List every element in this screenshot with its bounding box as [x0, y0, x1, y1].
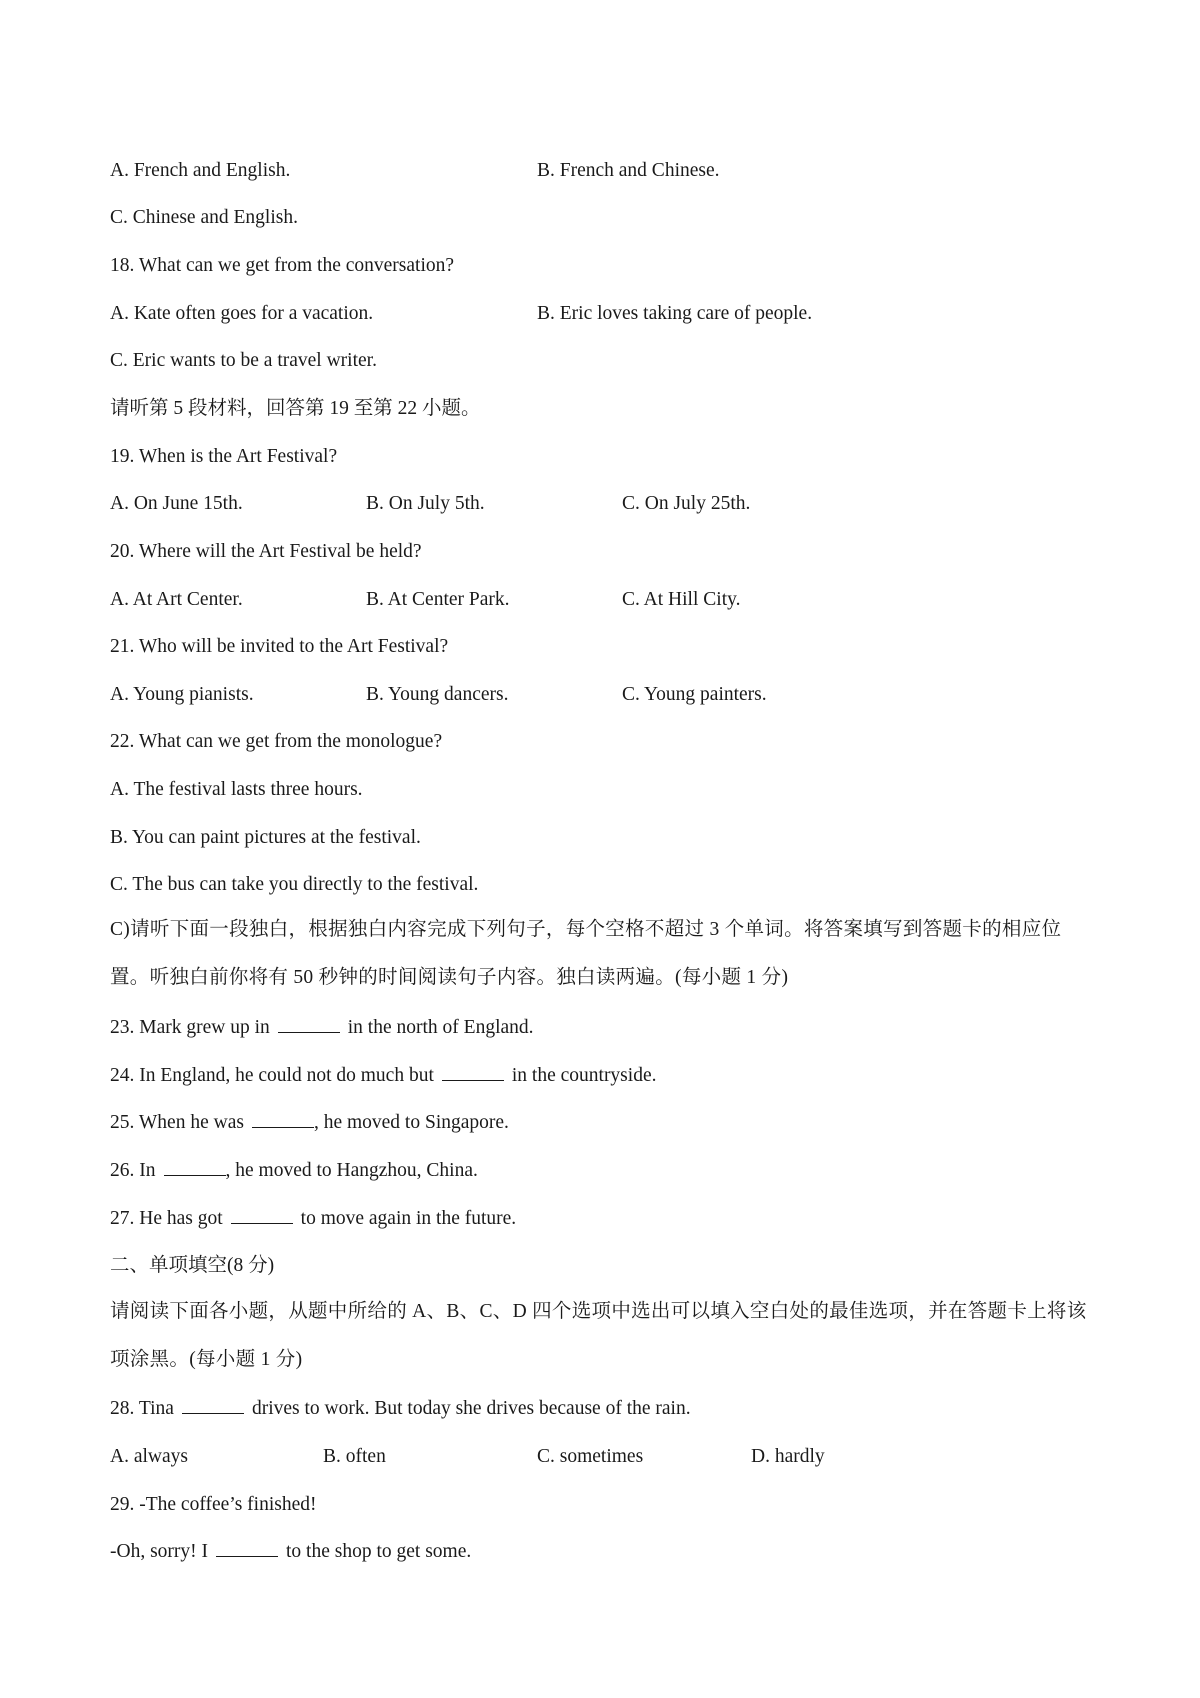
q18-option-c: C. Eric wants to be a travel writer.	[110, 350, 377, 371]
q24-blank	[442, 1062, 504, 1081]
q25-text-after: , he moved to Singapore.	[313, 1112, 509, 1133]
part-c-instruction: C)请听下面一段独白，根据独白内容完成下列句子，每个空格不超过 3 个单词。将答案填写到答题卡的相应位置。听独白前你将有 50 秒钟的时间阅读句子内容。独白读两遍。(每小题 1 分)	[110, 919, 1062, 988]
q26-text-before: 26. In	[110, 1160, 156, 1181]
q27-blank	[231, 1205, 293, 1224]
q26-blank	[164, 1157, 226, 1176]
q21-option-c: C. Young painters.	[622, 684, 767, 705]
q28-stem	[110, 1395, 1100, 1423]
q19-option-a: A. On June 15th.	[110, 493, 243, 514]
q29-line-1: 29. -The coffee’s finished!	[110, 1494, 317, 1515]
q20-option-c: C. At Hill City.	[622, 589, 741, 610]
q28-option-c: C. sometimes	[537, 1446, 644, 1467]
q19-option-b: B. On July 5th.	[366, 493, 485, 514]
q26	[110, 1157, 1100, 1185]
q25-blank	[252, 1109, 314, 1128]
q18-stem: 18. What can we get from the conversation?	[110, 255, 455, 276]
q24-text-after: in the countryside.	[511, 1065, 657, 1086]
section2-instruction: 请阅读下面各小题，从题中所给的 A、B、C、D 四个选项中选出可以填入空白处的最佳选项，并在答题卡上将该项涂黑。(每小题 1 分)	[110, 1301, 1087, 1370]
q17-option-a: A. French and English.	[110, 160, 291, 181]
q28-text-before: 28. Tina	[110, 1398, 174, 1419]
q18-option-a: A. Kate often goes for a vacation.	[110, 303, 374, 324]
q28-option-a: A. always	[110, 1446, 188, 1467]
q22-option-a: A. The festival lasts three hours.	[110, 779, 363, 800]
q29-text-after: to the shop to get some.	[286, 1541, 472, 1562]
q29-text-before: -Oh, sorry! I	[110, 1541, 209, 1562]
q21-option-a: A. Young pianists.	[110, 684, 254, 705]
q20-option-b: B. At Center Park.	[366, 589, 510, 610]
q22-option-c: C. The bus can take you directly to the festival.	[110, 874, 479, 895]
q28-option-b: B. often	[323, 1446, 386, 1467]
q29-blank	[216, 1538, 278, 1557]
q27	[110, 1205, 1100, 1233]
q23-blank	[278, 1014, 340, 1033]
q26-text-after: , he moved to Hangzhou, China.	[225, 1160, 478, 1181]
q28-text-after: drives to work. But today she drives because of the rain.	[251, 1398, 691, 1419]
q25	[110, 1109, 1100, 1137]
q25-text-before: 25. When he was	[110, 1112, 244, 1133]
q23-text-before: 23. Mark grew up in	[110, 1017, 270, 1038]
q19-stem: 19. When is the Art Festival?	[110, 446, 338, 467]
q27-text-after: to move again in the future.	[300, 1208, 517, 1229]
section2-title: 二、单项填空(8 分)	[110, 1255, 275, 1276]
q21-stem: 21. Who will be invited to the Art Festival?	[110, 636, 449, 657]
q24	[110, 1062, 1100, 1090]
q17-option-c: C. Chinese and English.	[110, 207, 298, 228]
q27-text-before: 27. He has got	[110, 1208, 223, 1229]
q23	[110, 1014, 1100, 1042]
q29-line-2	[110, 1538, 1100, 1566]
section5-instruction: 请听第 5 段材料，回答第 19 至第 22 小题。	[110, 398, 481, 419]
q20-stem: 20. Where will the Art Festival be held?	[110, 541, 422, 562]
q20-option-a: A. At Art Center.	[110, 589, 243, 610]
q22-stem: 22. What can we get from the monologue?	[110, 731, 443, 752]
q17-option-b: B. French and Chinese.	[537, 160, 720, 181]
q21-option-b: B. Young dancers.	[366, 684, 509, 705]
q18-option-b: B. Eric loves taking care of people.	[537, 303, 813, 324]
q28-blank	[182, 1395, 244, 1414]
q19-option-c: C. On July 25th.	[622, 493, 751, 514]
q22-option-b: B. You can paint pictures at the festival.	[110, 827, 421, 848]
q23-text-after: in the north of England.	[347, 1017, 534, 1038]
q24-text-before: 24. In England, he could not do much but	[110, 1065, 434, 1086]
q28-option-d: D. hardly	[751, 1446, 825, 1467]
